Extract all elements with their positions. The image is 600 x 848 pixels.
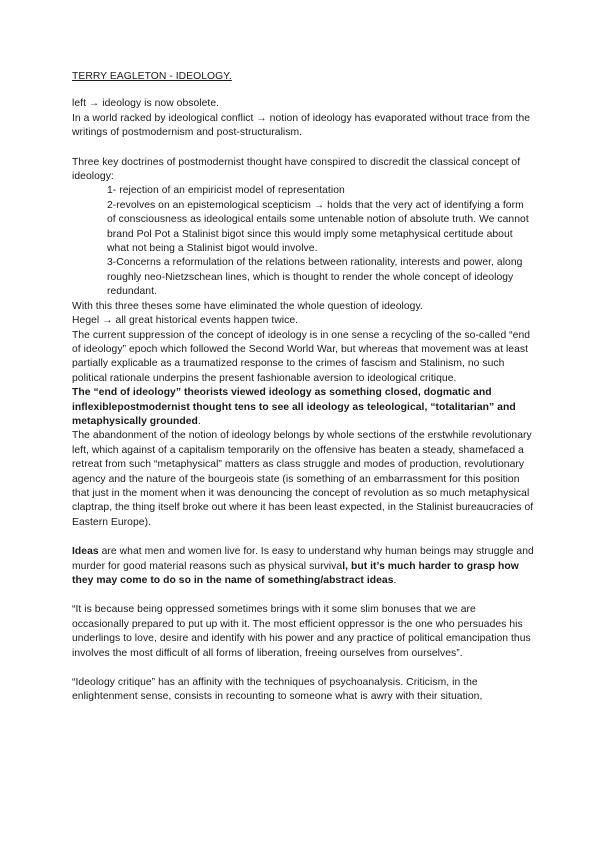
- intro-line-2: In a world racked by ideological conflict → notion of ideology has evaporated without trace from the writings of postmodernism and post-structuralism.: [72, 112, 531, 139]
- doctrine-2: 2-revolves on an epistemological scepticism → holds that the very act of identifying a form of consciousness as ideological entails some untenable notion of absolute truth. We cannot brand Pol Pot a Stalinist bigot since this would imply some metaphysical certitude about what not being a Stalinist bigot would involve.: [107, 199, 529, 255]
- ideas-text: are what men and women live for. Is easy to understand why human beings may struggle and murder for good material reasons such as physical surviva: [72, 546, 534, 572]
- document-body: [72, 70, 534, 705]
- suppression-paragraph: The current suppression of the concept of ideology is in one sense a recycling of the so-called “end of ideology” epoch which followed the Second World War, but whereas that movement was at least partially explicable as a traumatized response to the crimes of fascism and Stalinism, no such political rationale underpins the present fashionable aversion to ideological critique.: [72, 329, 531, 384]
- quote-paragraph: “It is because being oppressed sometimes brings with it some slim bonuses that we are occasionally prepared to put up with it. The most efficient oppressor is the one who persuades his underlings to love, desire and identify with his power and any practice of political emancipation thus involves the most difficult of all forms of liberation, freeing ourselves from ourselves”.: [72, 604, 531, 659]
- intro-line-1: left → ideology is now obsolete.: [72, 98, 220, 110]
- ideas-paragraph: [72, 545, 534, 588]
- bold-statement-end: .: [197, 415, 201, 427]
- abandonment-paragraph: The abandonment of the notion of ideology belongs by whole sections of the erstwhile revolutionary left, which against of a capitalism temporarily on the offensive has beaten a steady, shamefaced a retreat from such “metaphysical” matters as class struggle and modes of production, revolutionary agency and the nature of the bourgeois state (is something of an embarrassment for this position that just in the moment when it was denouncing the concept of revolution as so much metaphysical claptrap, the thing itself broke out where it has been least expected, in the Stalinist bureaucracies of Eastern Europe).: [72, 430, 534, 528]
- critique-paragraph: “Ideology critique” has an affinity with the techniques of psychoanalysis. Criticism, in the enlightenment sense, consists in recounting to someone what is awry with their situation,: [72, 677, 483, 703]
- spacer: [72, 661, 534, 676]
- bold-statement: The “end of ideology” theorists viewed ideology as something closed, dogmatic and inflexiblepostmodernist thought tens to see all ideology as teleological, “totalitarian” and metaphysically grounded: [72, 387, 516, 427]
- hegel-paragraph: Hegel → all great historical events happen twice.: [72, 315, 299, 327]
- spacer: [72, 588, 534, 603]
- spacer: [72, 530, 534, 545]
- theses-paragraph: With this three theses some have eliminated the whole question of ideology.: [72, 300, 423, 312]
- doctrines-intro: Three key doctrines of postmodernist thought have conspired to discredit the classical concept of ideology:: [72, 156, 521, 183]
- ideas-bold-tail: l, but it’s much harder to grasp how they may come to do so in the name of something/abstract ideas: [72, 560, 519, 586]
- end-of-ideology-paragraph: [72, 386, 534, 429]
- ideas-lead: Ideas: [72, 546, 99, 558]
- doctrine-3: 3-Concerns a reformulation of the relations between rationality, interests and power, along roughly neo-Nietzschean lines, which is thought to render the whole concept of ideology redundant.: [107, 257, 523, 298]
- doctrine-1: 1- rejection of an empiricist model of representation: [107, 185, 345, 197]
- spacer: [72, 141, 534, 156]
- ideas-end: .: [393, 575, 397, 586]
- document-title: TERRY EAGLETON - IDEOLOGY.: [72, 71, 232, 82]
